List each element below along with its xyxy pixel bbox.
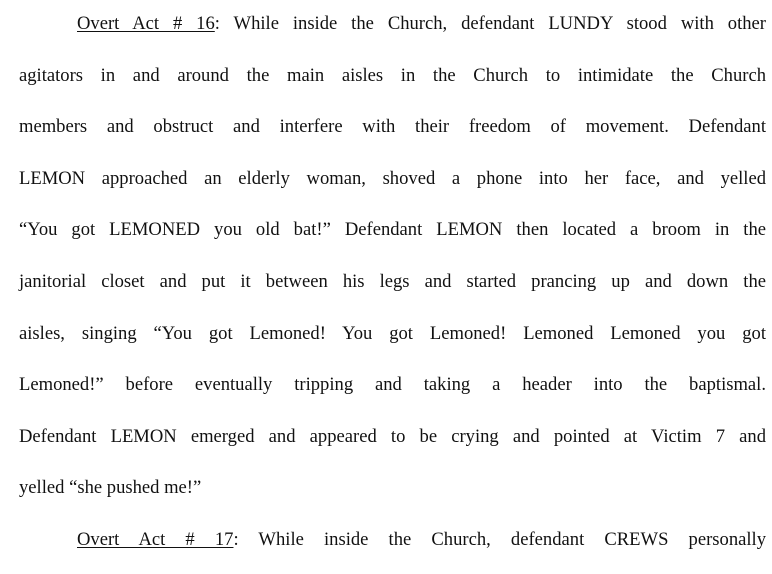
paragraph-17-line-1 [19,522,766,574]
paragraph-16-line-5: “You got LEMONED you old bat!” Defendant LEMON then located a broom in the [19,219,766,241]
overt-act-17-heading: Overt Act # 17 [77,528,234,550]
paragraph-16-line-10: yelled “she pushed me!” [19,477,202,499]
paragraph-16-line-4: LEMON approached an elderly woman, shoved a phone into her face, and yelled [19,167,766,189]
paragraph-16-line-6: janitorial closet and put it between his legs and started prancing up and down the [19,270,766,292]
paragraph-16-line-1-text: : While inside the Church, defendant LUNDY stood with other [214,13,766,34]
overt-act-16-heading: Overt Act # 16 [77,13,215,34]
paragraph-16-line-8: Lemoned!” before eventually tripping and taking a header into the baptismal. [19,374,766,396]
paragraph-16-line-3: members and obstruct and interfere with their freedom of movement. Defendant [19,116,766,138]
paragraph-17-line-1-text: : While inside the Church, defendant CREWS personally [233,528,767,550]
paragraph-16-line-2: agitators in and around the main aisles in the Church to intimidate the Church [19,64,766,86]
paragraph-16-line-7: aisles, singing “You got Lemoned! You got Lemoned! Lemoned Lemoned you got [19,322,766,344]
paragraph-16-line-1 [19,6,766,58]
document-body [19,6,766,574]
paragraph-16-line-9: Defendant LEMON emerged and appeared to be crying and pointed at Victim 7 and [19,425,766,447]
